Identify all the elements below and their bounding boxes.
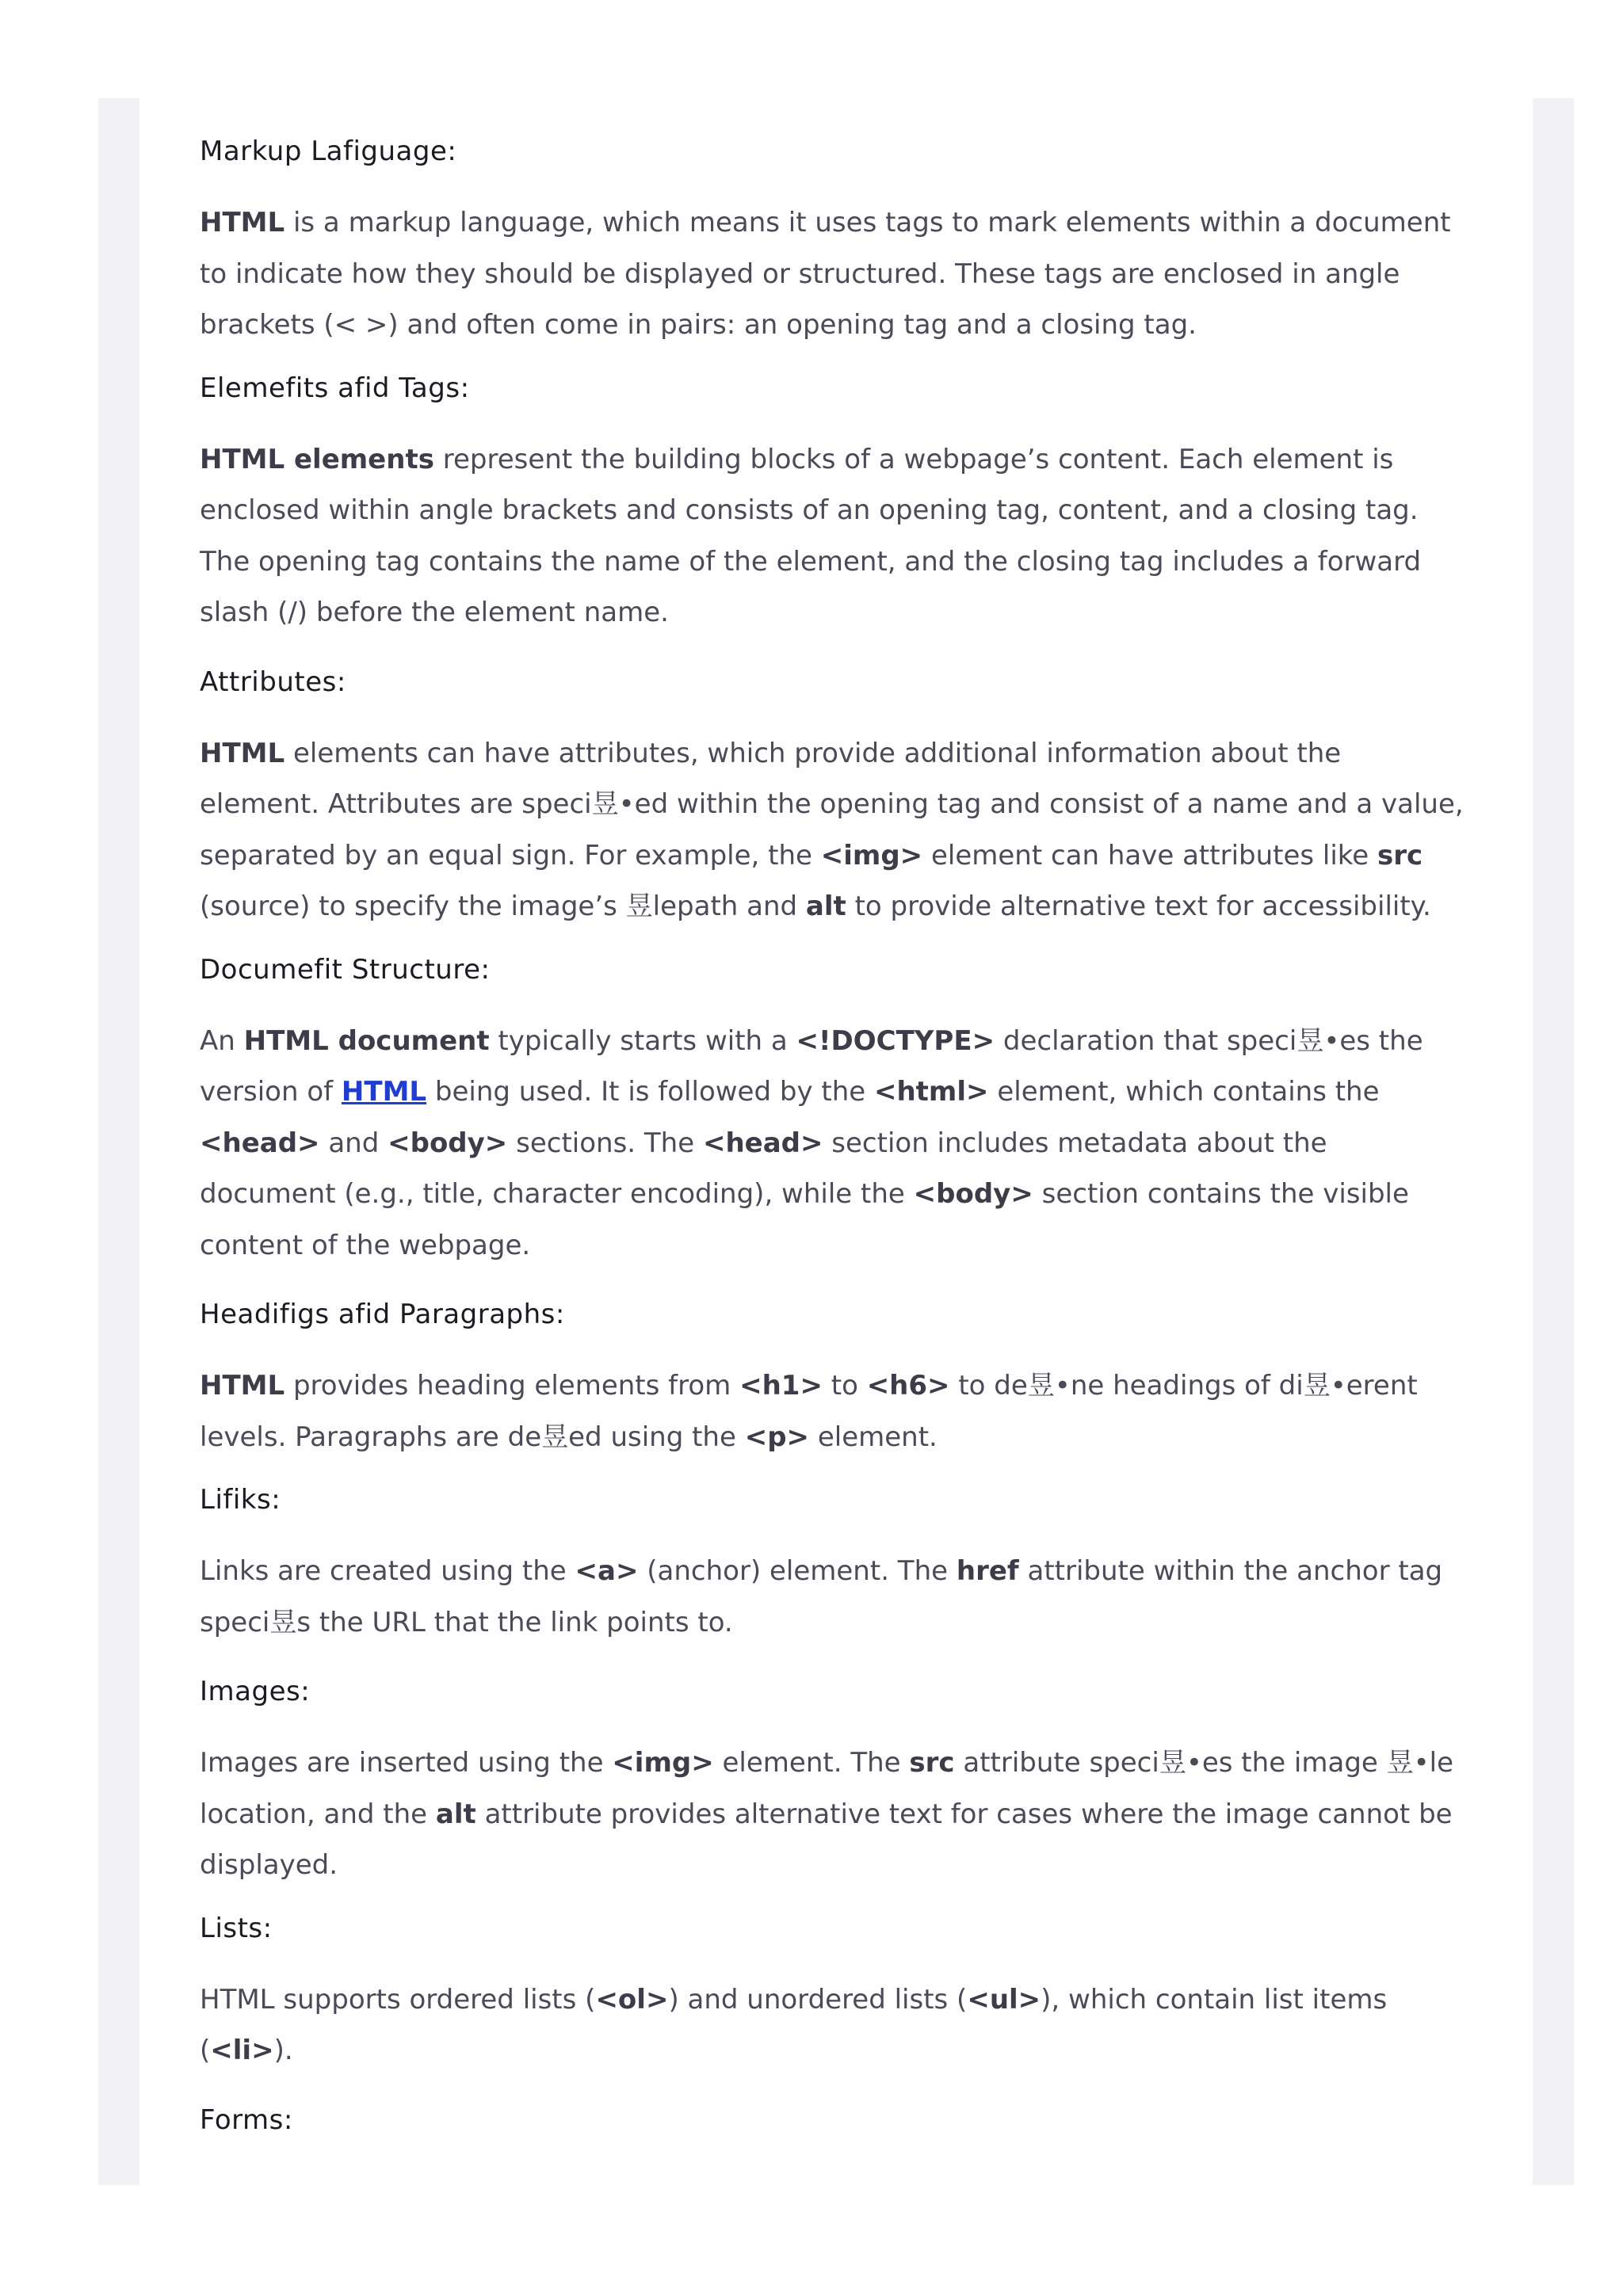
text-run: represent the building blocks of a webpage’s content. Each element is enclosed within angle brackets and consists of an opening tag, content, and a closing tag. The opening tag contains the name of the element, and the closing tag includes a forward slash (/) before the element name.	[200, 443, 1422, 628]
section-heading: Forms:	[200, 2103, 293, 2136]
page-gutter-left	[98, 98, 139, 2185]
text-run: provides heading elements from	[285, 1370, 740, 1402]
bold-term: <li>	[210, 2035, 274, 2066]
text-run: being used. It is followed by the	[426, 1076, 874, 1108]
text-run: HTML supports ordered lists (	[200, 1983, 596, 2016]
bold-term: alt	[805, 891, 846, 922]
bold-term: <head>	[200, 1127, 320, 1159]
text-run: ).	[273, 2035, 293, 2066]
text-run: ), which contain list items (	[200, 1983, 1388, 2066]
bold-term: HTML document	[243, 1024, 490, 1057]
section-paragraph	[200, 434, 1468, 639]
bold-term: src	[1377, 839, 1423, 871]
bold-term: <html>	[873, 1076, 989, 1108]
bold-term: <body>	[913, 1178, 1033, 1210]
bold-term: <head>	[702, 1127, 823, 1159]
bold-term: alt	[435, 1798, 476, 1830]
bold-term: href	[956, 1555, 1019, 1587]
text-run: and	[319, 1127, 388, 1159]
text-run: declaration that speci昱•es the version of	[200, 1024, 1423, 1108]
section-paragraph	[200, 728, 1468, 933]
text-run: typically starts with a	[489, 1024, 796, 1057]
text-run: is a markup language, which means it uses tags to mark elements within a document to indicate how they should be displayed or structured. These tags are enclosed in angle brackets (< >) and often come in pairs: an opening tag and a closing tag.	[200, 207, 1451, 341]
text-run: attribute speci昱•es the image 昱•le location, and the	[200, 1747, 1454, 1830]
bold-term: <ul>	[967, 1983, 1041, 2016]
bold-term: <!DOCTYPE>	[796, 1024, 995, 1057]
section-paragraph	[200, 1546, 1468, 1648]
section-heading: Images:	[200, 1676, 311, 1707]
section-paragraph	[200, 197, 1468, 351]
text-run: Links are created using the	[200, 1555, 575, 1587]
text-run: to	[822, 1370, 867, 1402]
section-paragraph	[200, 1016, 1468, 1272]
section-heading: Documefit Structure:	[200, 953, 491, 986]
bold-term: HTML	[200, 1370, 285, 1402]
bold-term: <h1>	[739, 1370, 823, 1402]
bold-term: <h6>	[866, 1370, 950, 1402]
section-heading: Lists:	[200, 1912, 273, 1944]
text-run: ) and unordered lists (	[668, 1983, 968, 2016]
bold-term: src	[909, 1747, 955, 1779]
text-run: section includes metadata about the document (e.g., title, character encoding), while the	[200, 1127, 1327, 1210]
text-run: to de昱•ne headings of di昱•erent levels. Paragraphs are de昱ed using the	[200, 1370, 1418, 1453]
text-run: attribute provides alternative text for cases where the image cannot be displayed.	[200, 1798, 1453, 1881]
bold-term: HTML elements	[200, 443, 434, 475]
bold-term: <a>	[575, 1555, 639, 1587]
document-content	[200, 135, 1468, 2137]
text-run: element can have attributes like	[922, 839, 1378, 871]
bold-term: <img>	[612, 1747, 714, 1779]
section-paragraph	[200, 1974, 1468, 2077]
text-run: element. The	[713, 1747, 910, 1779]
section-paragraph	[200, 1360, 1468, 1463]
text-run: Images are inserted using the	[200, 1747, 613, 1779]
text-run: to provide alternative text for accessibility.	[846, 891, 1431, 922]
section-heading: Lifiks:	[200, 1484, 281, 1516]
bold-term: <img>	[820, 839, 923, 871]
bold-term: HTML	[200, 737, 285, 769]
text-run: attribute within the anchor tag speci昱s the URL that the link points to.	[200, 1555, 1443, 1638]
text-run: (anchor) element. The	[638, 1555, 957, 1587]
bold-term: <p>	[744, 1421, 810, 1453]
text-run: An	[200, 1024, 244, 1057]
section-heading: Headifigs afid Paragraphs:	[200, 1299, 565, 1330]
section-heading: Elemefits afid Tags:	[200, 372, 470, 404]
html-link[interactable]: HTML	[341, 1076, 427, 1108]
text-run: section contains the visible content of the webpage.	[200, 1178, 1409, 1261]
text-run: element, which contains the	[988, 1076, 1380, 1108]
section-heading: Markup Lafiguage:	[200, 135, 457, 167]
page-gutter-right	[1533, 98, 1574, 2185]
text-run: element.	[809, 1421, 938, 1453]
text-run: elements can have attributes, which provide additional information about the element. Attributes are speci昱•ed within the opening tag and consist of a name and a value, separated by an equal sign. For example, the	[200, 737, 1464, 871]
section-paragraph	[200, 1737, 1468, 1891]
bold-term: <body>	[388, 1127, 508, 1159]
text-run: (source) to specify the image’s 昱lepath and	[200, 891, 806, 922]
bold-term: <ol>	[595, 1983, 669, 2016]
text-run: sections. The	[507, 1127, 703, 1159]
section-heading: Attributes:	[200, 666, 346, 698]
bold-term: HTML	[200, 207, 285, 238]
